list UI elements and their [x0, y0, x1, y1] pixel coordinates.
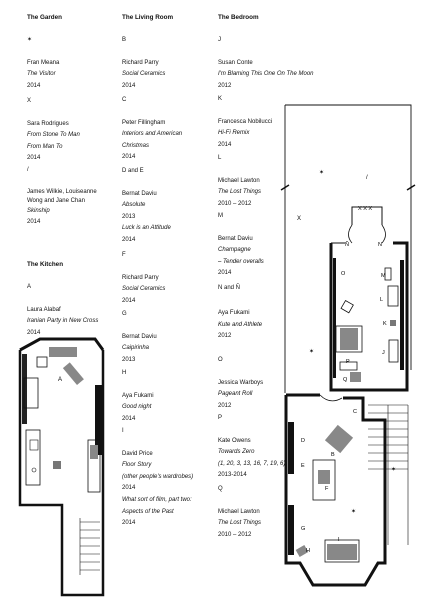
entry-living-f: F Richard Parry Social Ceramics 2014 — [122, 252, 166, 304]
map-label-e: E — [301, 463, 305, 469]
section-heading-kitchen: The Kitchen — [27, 261, 64, 268]
entry-bedroom-q: Q Michael Lawton The Lost Things 2010 – 2012 — [218, 486, 262, 538]
map-label-m: M — [381, 273, 386, 279]
map-star-3: ✶ — [391, 467, 397, 473]
section-heading-living-room: The Living Room — [122, 14, 174, 21]
entry-garden-x: X Sara Rodrigues From Stone To Man From Man To 2014 — [27, 98, 80, 162]
map-label-p: P — [346, 359, 350, 365]
map-label-j: J — [382, 350, 385, 356]
map-label-f: F — [325, 486, 329, 492]
map-label-a: A — [58, 377, 63, 383]
house-floor-plan — [281, 105, 415, 585]
entry-bedroom-p: P Kate Owens Towards Zero (1, 20, 3, 13, 16, 7, 19, 6) 2013-2014 — [218, 415, 286, 479]
map-label-n-tilde: Ñ — [345, 242, 349, 248]
map-label-q: Q — [343, 377, 348, 383]
kitchen-floor-plan — [20, 339, 103, 595]
map-label-l: L — [380, 297, 384, 303]
map-x: X — [297, 216, 302, 222]
map-label-n: N — [378, 242, 382, 248]
section-heading-garden: The Garden — [27, 14, 62, 21]
map-label-g: G — [301, 526, 306, 532]
map-label-b: B — [331, 452, 335, 458]
entry-living-d-e: D and E Bernat Daviu Absolute 2013 Luck is an Attitude 2014 — [122, 168, 171, 243]
map-label-o: O — [341, 271, 346, 277]
map-label-h: H — [306, 548, 310, 554]
entry-garden-star: ✶ Fran Meana The Visitor 2014 — [27, 37, 60, 89]
map-star-1: ✶ — [319, 170, 325, 176]
map-label-d: D — [301, 438, 305, 444]
entry-living-h: H Aya Fukami Good night 2014 — [122, 370, 154, 422]
map-label-i: I — [338, 537, 340, 543]
map-star-2: ✶ — [309, 349, 315, 355]
map-label-k: K — [383, 321, 387, 327]
map-xxx: X X X — [358, 206, 373, 212]
entry-bedroom-n-and-n: N and Ñ — [218, 285, 241, 291]
entry-bedroom-k: K Francesca Nobilucci Hi-Fi Remix 2014 — [218, 96, 273, 148]
entry-living-b: B Richard Parry Social Ceramics 2014 — [122, 37, 166, 89]
entry-bedroom-l: L Michael Lawton The Lost Things 2010 – 2012 — [218, 155, 262, 207]
entry-bedroom-m: M Bernat Daviu Champagne – Tender overalls 2014 — [218, 213, 264, 277]
entry-bedroom-o: O Jessica Warboys Pageant Roll 2012 — [218, 357, 264, 409]
map-slash: / — [366, 175, 368, 181]
entry-garden-slash: / James Wilkie, Louiseanne Wong and Jane Chan Skinship 2014 — [27, 167, 97, 226]
section-heading-bedroom: The Bedroom — [218, 14, 259, 21]
entry-kitchen-a: A Laura Alabaf Iranian Party in New Cross 2014 — [27, 284, 99, 336]
entry-living-g: G Bernat Daviu Caipirinha 2013 — [122, 311, 157, 363]
map-label-c: C — [353, 409, 357, 415]
entry-bedroom-n-tilde: Aya Fukami Kute and Athlete 2012 — [218, 310, 263, 340]
entry-bedroom-j: J Susan Conte I'm Blaming This One On The Moon 2012 — [218, 37, 314, 89]
map-star-4: ✶ — [351, 509, 357, 515]
entry-living-c: C Peter Fillingham Interiors and American Christmas 2014 — [122, 97, 183, 161]
entry-living-i: I David Price Floor Story (other people's wardrobes) 2014 What sort of film, part two: Aspects of the Past 2014 — [122, 428, 194, 527]
